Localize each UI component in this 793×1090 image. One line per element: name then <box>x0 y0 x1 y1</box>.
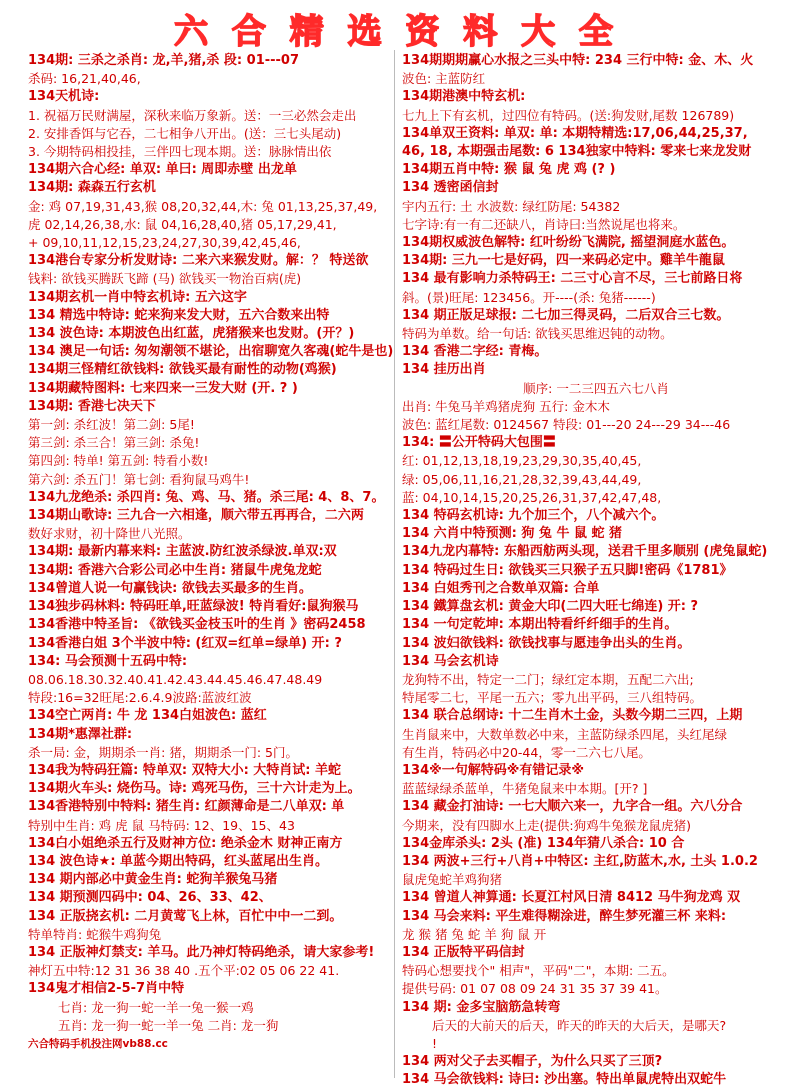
left-line-51: 神灯五中特:12 31 36 38 40 .五个平:02 05 06 22 41. <box>28 963 340 979</box>
left-line-20: 134期: 香港七决天下 <box>28 398 156 414</box>
right-line-19: 顺序: 一二三四五六七八肖 <box>523 380 669 396</box>
right-line-47: 134 曾道人神算通: 长夏江村风日清 8412 马牛狗龙鸡 双 <box>402 890 741 906</box>
right-line-6: 46, 18, 本期强击尾数: 6 134独家中特料: 零来七来龙发财 <box>402 144 752 160</box>
left-line-55: 六合特码手机投注网vb88.cc <box>28 1037 168 1050</box>
left-line-26: 134期山歌诗: 三九合一六相逢，顺六带五再再合，二六两 <box>28 508 364 524</box>
right-line-31: 134 鐵算盘玄机: 黄金大印(二四大旺七绵连) 开: ? <box>402 599 699 615</box>
left-line-49: 特单特肖: 蛇猴牛鸡狗兔 <box>28 926 162 942</box>
left-line-16: 134 波色诗: 本期波色出红蓝，虎猪猴来也发财。(开？) <box>28 326 355 342</box>
left-line-39: 杀一局: 金，期期杀一肖: 猪，期期杀一门: 5门。 <box>28 744 299 760</box>
right-line-28: 134九龙内幕特: 东船西舫两头现，送君千里多顺别 (虎兔鼠蛇) <box>402 544 768 560</box>
left-line-21: 第一剑: 杀红波！第二剑: 5尾! <box>28 417 195 433</box>
left-line-29: 134期: 香港六合彩公司必中生肖: 猪鼠牛虎兔龙蛇 <box>28 562 322 578</box>
right-line-15: 134 期正版足球报: 二七加三得灵码，二后双合三七数。 <box>402 307 730 323</box>
left-line-36: 特段:16=32旺尾:2.6.4.9波路:蓝波红波 <box>28 690 252 706</box>
right-line-2: 波色: 主蓝防红 <box>402 71 486 87</box>
right-line-53: 134 期: 金多宝脑筋急转弯 <box>402 999 561 1015</box>
left-line-15: 134 精选中特诗: 蛇来狗来发大财，五六合数来出特 <box>28 307 330 323</box>
left-line-11: + 09,10,11,12,15,23,24,27,30,39,42,45,46, <box>28 235 301 251</box>
left-line-4: 1. 祝福万民财满屋，深秋来临万象新。送：一三必然会走出 <box>28 107 357 123</box>
left-line-41: 134期火车头: 烧伤马。诗: 鸡死马伤，三十六计走为上。 <box>28 781 361 797</box>
right-line-44: 134金库杀头: 2头 (准) 134年猜八杀合: 10 合 <box>402 835 685 851</box>
right-line-14: 斜。(景)旺尾: 123456。开----(杀: 兔猪------) <box>402 289 656 305</box>
left-line-25: 134九龙绝杀: 杀四肖: 兔、鸡、马、猪。杀三尾: 4、8、7。 <box>28 489 385 505</box>
right-line-24: 绿: 05,06,11,16,21,28,32,39,43,44,49, <box>402 471 642 487</box>
right-line-11: 134期权威波色解特: 红叶纷纷飞满院, 摇望洞庭水蓝色。 <box>402 235 735 251</box>
left-line-19: 134期藏特图料: 七来四来一三发大财 (开. ? ) <box>28 380 298 396</box>
right-line-8: 134 透密函信封 <box>402 180 499 196</box>
left-line-7: 134期六合心经: 单双: 单曰: 周即赤壁 出龙单 <box>28 162 297 178</box>
right-line-57: 134 马会欲钱料: 诗曰: 沙出塞。特出单鼠虎特出双蛇牛 <box>402 1072 727 1088</box>
right-line-50: 134 正版特平码信封 <box>402 944 525 960</box>
right-line-20: 出肖: 牛兔马羊鸡猪虎狗 五行: 金木木 <box>402 398 610 414</box>
right-line-29: 134 特码过生日: 欲钱买三只猴子五只脚!密码《1781》 <box>402 562 733 578</box>
left-line-34: 134: 马会预测十五码中特: <box>28 653 188 669</box>
right-line-45: 134 两波+三行+八肖+中特区: 主红,防蓝木,水, 土头 1.0.2 <box>402 853 758 869</box>
right-line-1: 134期期期赢心水报之三头中特: 234 三行中特: 金、木、火 <box>402 53 754 68</box>
left-line-47: 134 期预测四码中: 04、26、33、42、 <box>28 890 272 906</box>
left-line-14: 134期玄机一肖中特玄机诗: 五六这字 <box>28 289 247 305</box>
left-line-24: 第六剑: 杀五门！第七剑: 看狗鼠马鸡牛! <box>28 471 250 487</box>
right-line-30: 134 白姐秀刊之合数单双篇: 合单 <box>402 580 600 596</box>
right-line-5: 134单双王资料: 单双: 单: 本期特精选:17,06,44,25,37, <box>402 125 748 141</box>
left-line-28: 134期: 最新内幕来料: 主蓝波.防红波杀绿波.单双:双 <box>28 544 337 560</box>
left-line-40: 134我为特码狂篇: 特单双: 双特大小: 大特肖试: 羊蛇 <box>28 762 342 778</box>
right-line-3: 134期港澳中特玄机: <box>402 89 526 105</box>
left-line-50: 134 正版神灯禁支: 羊马。此乃神灯特码绝杀，请大家参考! <box>28 944 375 960</box>
right-line-34: 134 马会玄机诗 <box>402 653 499 669</box>
page-title-text: 六 合 精 选 资 料 大 全 <box>174 12 619 52</box>
page-title <box>0 4 793 52</box>
right-line-17: 134 香港二字经: 青梅。 <box>402 344 548 360</box>
right-line-46: 鼠虎兔蛇羊鸡狗猪 <box>402 872 503 888</box>
right-line-49: 龙 猴 猪 兔 蛇 羊 狗 鼠 开 <box>402 926 547 942</box>
right-line-38: 生肖鼠来中，大数单数必中来，主蓝防绿杀四尾，头红尾绿 <box>402 726 728 742</box>
left-line-10: 虎 02,14,26,38,水: 鼠 04,16,28,40,猪 05,17,29,41, <box>28 216 337 232</box>
left-line-1: 134期: 三杀之杀肖: 龙,羊,猪,杀 段: 01---07 <box>28 53 300 68</box>
left-line-37: 134空亡两肖: 牛 龙 134白姐波色: 蓝红 <box>28 708 267 724</box>
right-line-51: 特码心想要找个" 相声"，平码"二"，本期: 二五。 <box>402 963 675 979</box>
right-line-37: 134 联合总纲诗: 十二生肖木土金，头数今期二三四，上期 <box>402 708 743 724</box>
right-line-21: 波色: 蓝红尾数: 0124567 特段: 01---20 24---29 34---46 <box>402 417 731 433</box>
right-column <box>402 52 790 1088</box>
left-line-48: 134 正版挠玄机: 二月黄莺飞上林，百忙中中一二到。 <box>28 908 343 924</box>
right-line-13: 134 最有影响力杀特码王: 二三寸心言不尽，三七前路日将 <box>402 271 743 287</box>
left-line-9: 金: 鸡 07,19,31,43,猴 08,20,32,44,木: 兔 01,13,25,37,49, <box>28 198 378 214</box>
right-line-40: 134※一句解特码※有错记录※ <box>402 762 585 778</box>
left-line-6: 3. 今期特码相投挂，三伴四七现本期。送：脉脉情出依 <box>28 144 332 160</box>
right-line-23: 红: 01,12,13,18,19,23,29,30,35,40,45, <box>402 453 642 469</box>
right-line-56: 134 两对父子去买帽子，为什么只买了三顶? <box>402 1054 663 1070</box>
right-line-36: 特尾零二七，平尾一五六；零九出平码，三八组特码。 <box>402 690 703 706</box>
right-line-39: 有生肖，特码必中20-44，零一二六七八尾。 <box>402 744 651 760</box>
right-line-16: 特码为单数。给一句话: 欲钱买思维迟钝的动物。 <box>402 326 673 342</box>
left-line-44: 134白小姐绝杀五行及财神方位: 绝杀金木 财神正南方 <box>28 835 343 851</box>
left-line-54: 五肖: 龙一狗一蛇一羊一兔 二肖: 龙一狗 <box>58 1017 279 1033</box>
left-line-45: 134 波色诗★: 单蓝今期出特码，红头蓝尾出生肖。 <box>28 853 329 869</box>
left-line-38: 134期*惠澤社群: <box>28 726 133 742</box>
right-line-42: 134 藏金打油诗: 一七大顺六来一，九字合一组。六八分合 <box>402 799 743 815</box>
right-line-33: 134 波妇欲钱料: 欲钱找事与愿违争出头的生肖。 <box>402 635 691 651</box>
right-line-7: 134期五肖中特: 猴 鼠 兔 虎 鸡 (? ) <box>402 162 616 178</box>
right-line-35: 龙狗特不出，特定一二门；绿红定本期，五配二六出; <box>402 671 694 687</box>
right-line-43: 今期来，没有四脚水上走(提供:狗鸡牛兔猴龙鼠虎猪) <box>402 817 691 833</box>
left-line-53: 七肖: 龙一狗一蛇一羊一兔一猴一鸡 <box>58 999 254 1015</box>
right-line-22: 134: 〓公开特码大包围〓 <box>402 435 556 451</box>
right-line-52: 提供号码: 01 07 08 09 24 31 35 37 39 41。 <box>402 981 668 997</box>
right-line-26: 134 特码玄机诗: 九个加三个，八个减六个。 <box>402 508 665 524</box>
right-line-18: 134 挂历出肖 <box>402 362 486 378</box>
right-line-4: 七九上下有玄机，过四位有特码。(送:狗发财,尾数 126789) <box>402 107 735 123</box>
left-line-17: 134 澳足一句话: 匆匆潮领不堪论，出宿聊宽久客魂(蛇牛是也) <box>28 344 394 360</box>
right-line-27: 134 六肖中特预测: 狗 兔 牛 鼠 蛇 猪 <box>402 526 623 542</box>
right-line-55: ! <box>432 1035 438 1051</box>
left-line-5: 2. 安排香饵与它吞，二七相争八开出。(送：三七头尾动) <box>28 125 342 141</box>
right-line-12: 134期: 三九一七是好码，四一来码必定中。雞羊牛龍鼠 <box>402 253 725 269</box>
left-line-33: 134香港白姐 3个半波中特: (红双=红单=绿单) 开: ? <box>28 635 342 651</box>
left-line-32: 134香港中特圣旨: 《欲钱买金枝玉叶的生肖 》密码2458 <box>28 617 366 633</box>
right-line-9: 宇内五行: 土 水波数: 绿红防尾: 54382 <box>402 198 621 214</box>
right-line-32: 134 一句定乾坤: 本期出特看纤纤细手的生肖。 <box>402 617 678 633</box>
left-line-23: 第四剑: 特单! 第五剑: 特看小数! <box>28 453 209 469</box>
left-line-35: 08.06.18.30.32.40.41.42.43.44.45.46.47.48.49 <box>28 671 323 687</box>
left-column <box>28 52 416 1072</box>
right-line-54: 后天的大前天的后天，昨天的昨天的大后天，是哪天? <box>432 1017 727 1033</box>
right-line-10: 七字诗:有一有二还缺八，肖诗曰:当然说尾也将来。 <box>402 216 686 232</box>
right-line-25: 蓝: 04,10,14,15,20,25,26,31,37,42,47,48, <box>402 489 662 505</box>
left-line-3: 134天机诗: <box>28 89 100 105</box>
left-line-30: 134曾道人说一句赢钱诀: 欲钱去买最多的生肖。 <box>28 580 312 596</box>
left-line-22: 第三剑: 杀三合！第三剑: 杀兔! <box>28 435 200 451</box>
left-line-42: 134香港特别中特料: 猪生肖: 红颜薄命是二八单双: 单 <box>28 799 345 815</box>
left-line-27: 数好求财，初十降世八光照。 <box>28 526 191 542</box>
left-line-12: 134港台专家分析发财诗: 二来六来猴发财。解：？ 特送欲 <box>28 253 369 269</box>
left-line-13: 钱料: 欲钱买腾跃飞蹄 (马) 欲钱买一物治百病(虎) <box>28 271 302 287</box>
left-line-43: 特别中生肖: 鸡 虎 鼠 马特码: 12、19、15、43 <box>28 817 295 833</box>
left-line-46: 134 期内部必中黄金生肖: 蛇狗羊猴兔马猪 <box>28 872 278 888</box>
right-line-48: 134 马会来料: 平生难得糊涂进，醉生梦死灌三杯 来料: <box>402 908 727 924</box>
left-line-18: 134期三怪精红欲钱料: 欲钱买最有耐性的动物(鸡猴) <box>28 362 337 378</box>
right-line-41: 蓝蓝绿绿杀蓝单，牛猪兔鼠来中本期。[开? ] <box>402 781 648 797</box>
left-line-52: 134鬼才相信2-5-7肖中特 <box>28 981 185 997</box>
left-line-8: 134期: 森森五行玄机 <box>28 180 156 196</box>
left-line-31: 134独步码林料: 特码旺单,旺蓝绿波! 特肖看好:鼠狗猴马 <box>28 599 359 615</box>
left-line-2: 杀码: 16,21,40,46, <box>28 71 141 87</box>
